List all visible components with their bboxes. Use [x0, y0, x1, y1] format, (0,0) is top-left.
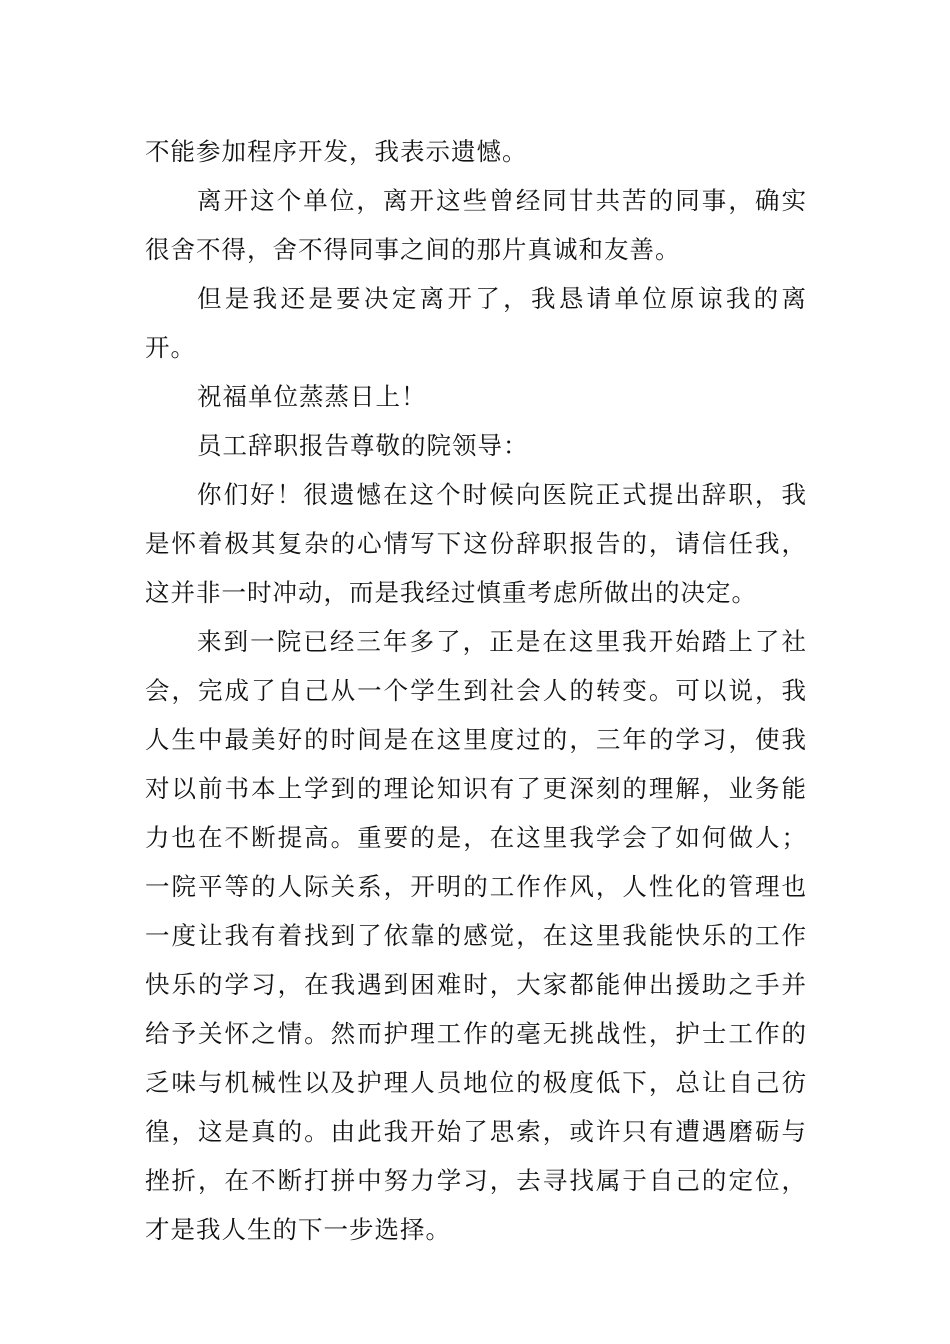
paragraph-experience: 来到一院已经三年多了，正是在这里我开始踏上了社会，完成了自己从一个学生到社会人的转变。可以说，我人生中最美好的时间是在这里度过的，三年的学习，使我对以前书本上学到的理论知识有了更深刻的理解，业务能力也在不断提高。重要的是，在这里我学会了如何做人；一院平等的人际关系，开明的工作作风，人性化的管理也一度让我有着找到了依靠的感觉，在这里我能快乐的工作快乐的学习，在我遇到困难时，大家都能伸出援助之手并给予关怀之情。然而护理工作的毫无挑战性，护士工作的乏味与机械性以及护理人员地位的极度低下，总让自己彷徨，这是真的。由此我开始了思索，或许只有遭遇磨砺与挫折，在不断打拼中努力学习，去寻找属于自己的定位，才是我人生的下一步选择。 [145, 627, 807, 1244]
document-body [145, 127, 807, 1254]
paragraph-greeting: 你们好！很遗憾在这个时候向医院正式提出辞职，我是怀着极其复杂的心情写下这份辞职报告的，请信任我，这并非一时冲动，而是我经过慎重考虑所做出的决定。 [145, 480, 807, 607]
paragraph-decision: 但是我还是要决定离开了，我恳请单位原谅我的离开。 [145, 284, 807, 362]
paragraph-continuation: 不能参加程序开发，我表示遗憾。 [145, 137, 528, 166]
paragraph-blessing: 祝福单位蒸蒸日上！ [197, 382, 427, 411]
paragraph-salutation: 员工辞职报告尊敬的院领导： [197, 431, 529, 460]
paragraph-leaving-colleagues: 离开这个单位，离开这些曾经同甘共苦的同事，确实很舍不得，舍不得同事之间的那片真诚和友善。 [145, 186, 807, 264]
